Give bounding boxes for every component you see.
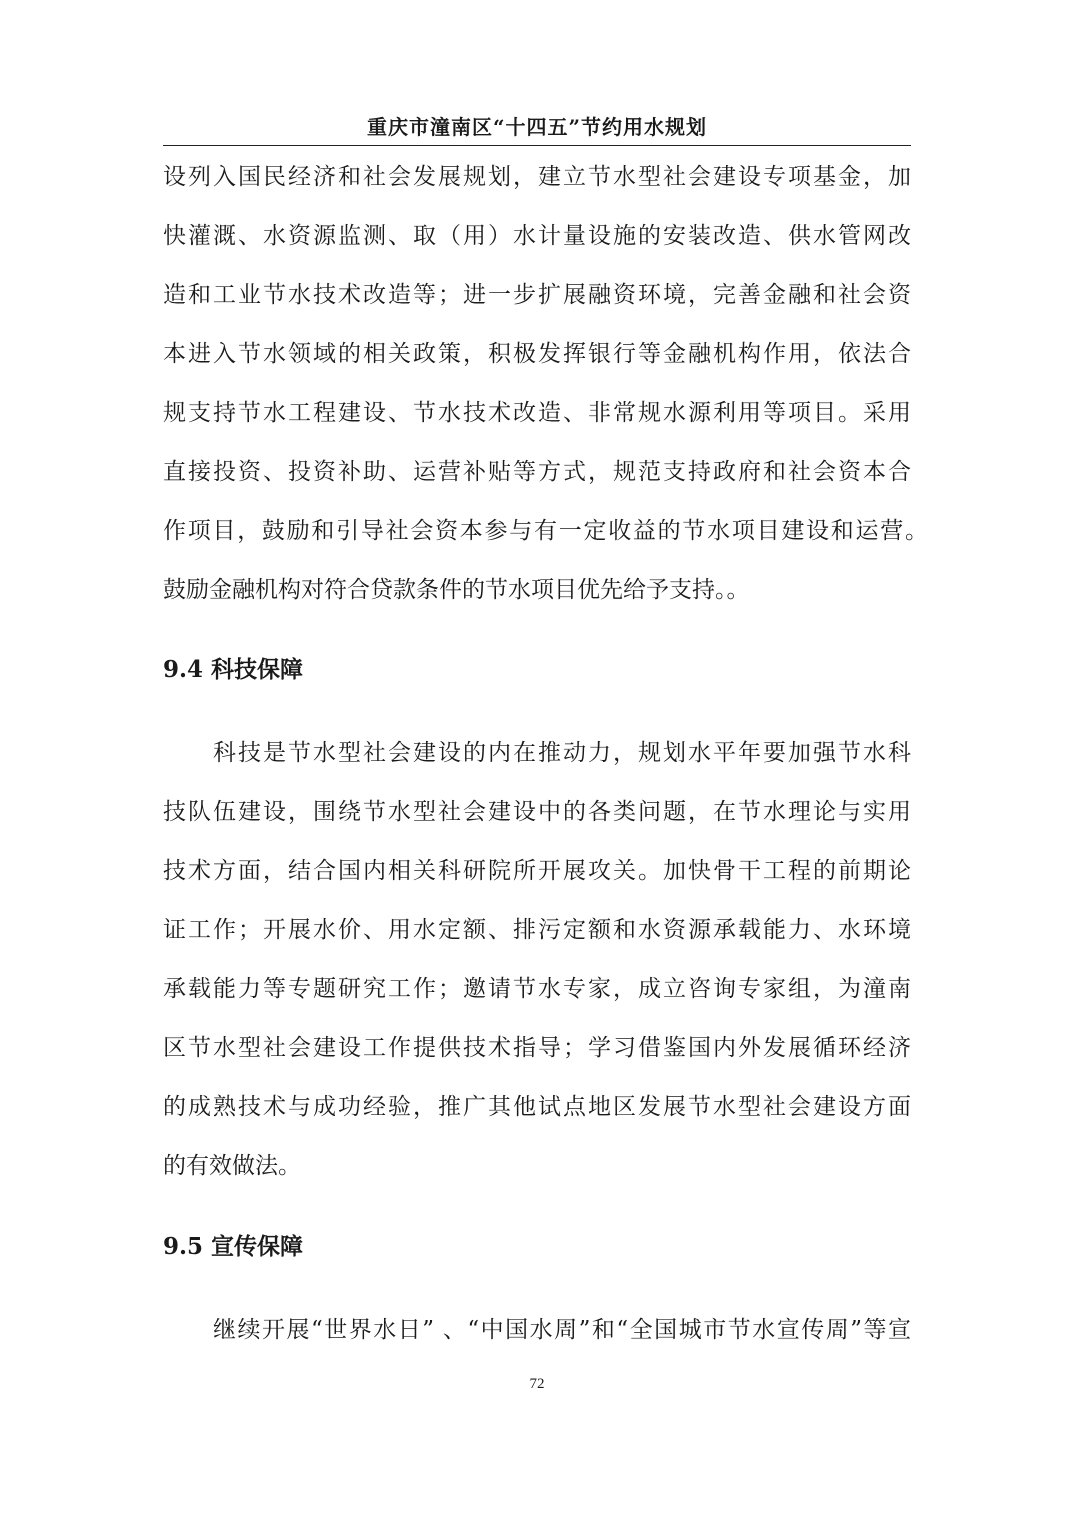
- paragraph-line: 区节水型社会建设工作提供技术指导；学习借鉴国内外发展循环经济: [163, 1035, 911, 1061]
- paragraph-line: 技队伍建设，围绕节水型社会建设中的各类问题，在节水理论与实用: [163, 799, 911, 825]
- section-heading-9-5: 9.5 宣传保障: [163, 1233, 304, 1260]
- paragraph-line: 直接投资、投资补助、运营补贴等方式，规范支持政府和社会资本合: [163, 459, 911, 485]
- paragraph-line: 作项目，鼓励和引导社会资本参与有一定收益的节水项目建设和运营。: [163, 518, 928, 544]
- paragraph-line: 快灌溉、水资源监测、取（用）水计量设施的安装改造、供水管网改: [163, 223, 911, 249]
- paragraph-line: 的成熟技术与成功经验，推广其他试点地区发展节水型社会建设方面: [163, 1094, 911, 1120]
- paragraph-line: 承载能力等专题研究工作；邀请节水专家，成立咨询专家组，为潼南: [163, 976, 911, 1002]
- paragraph-line: 继续开展“世界水日” 、“中国水周”和“全国城市节水宣传周”等宣: [213, 1317, 911, 1343]
- paragraph-line: 鼓励金融机构对符合贷款条件的节水项目优先给予支持。。: [163, 577, 750, 603]
- paragraph-line: 技术方面，结合国内相关科研院所开展攻关。加快骨干工程的前期论: [163, 858, 911, 884]
- paragraph-line: 造和工业节水技术改造等；进一步扩展融资环境，完善金融和社会资: [163, 282, 911, 308]
- paragraph-line: 科技是节水型社会建设的内在推动力，规划水平年要加强节水科: [213, 740, 911, 766]
- running-header: 重庆市潼南区“十四五”节约用水规划: [366, 115, 707, 139]
- paragraph-line: 本进入节水领域的相关政策，积极发挥银行等金融机构作用，依法合: [163, 341, 911, 367]
- paragraph-line: 的有效做法。: [163, 1153, 301, 1179]
- paragraph-line: 规支持节水工程建设、节水技术改造、非常规水源利用等项目。采用: [163, 400, 911, 426]
- page-number: 72: [529, 1376, 545, 1392]
- header-divider: [163, 145, 911, 146]
- paragraph-line: 证工作；开展水价、用水定额、排污定额和水资源承载能力、水环境: [163, 917, 911, 943]
- paragraph-line: 设列入国民经济和社会发展规划，建立节水型社会建设专项基金，加: [163, 164, 911, 190]
- section-heading-9-4: 9.4 科技保障: [163, 656, 304, 683]
